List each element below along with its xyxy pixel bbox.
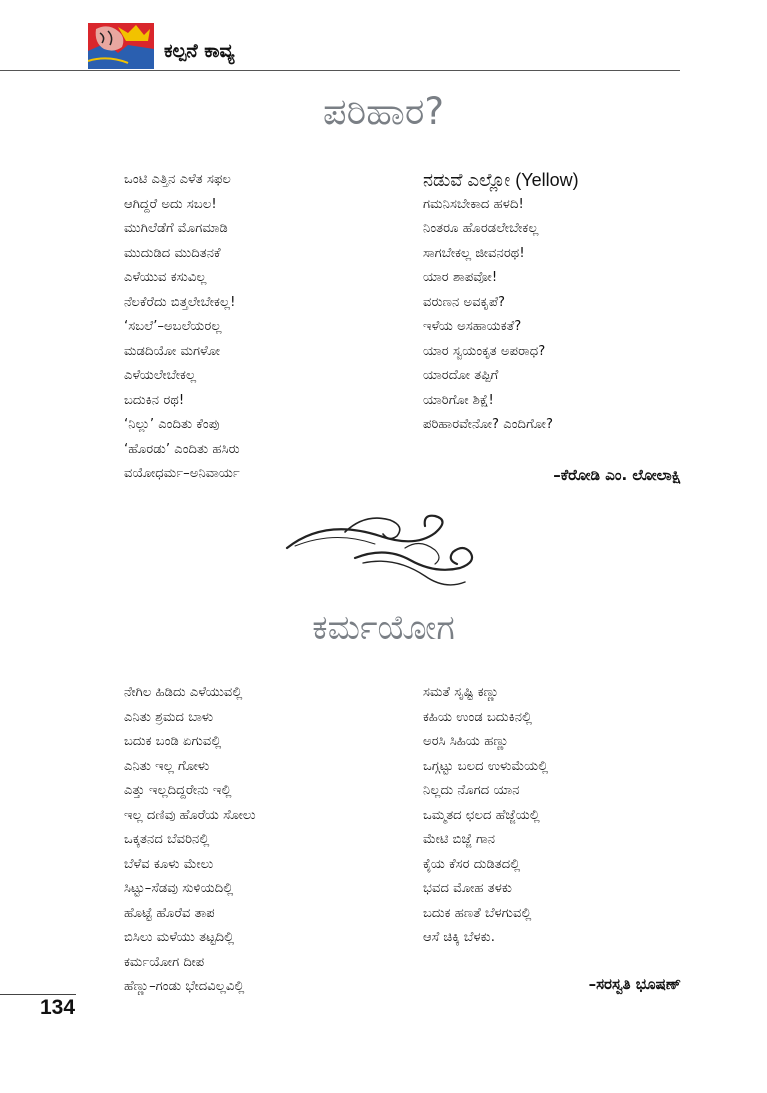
- poem-line: ಎತ್ತು ಇಲ್ಲದಿದ್ದರೇನು ಇಲ್ಲಿ: [124, 783, 232, 798]
- poem-line: ಬಿಸಿಲು ಮಳೆಯು ತಟ್ಟದಿಲ್ಲಿ: [124, 930, 235, 945]
- poem-line: ಹೊಟ್ಟೆ ಹೊರೆವ ತಾಪ: [124, 905, 215, 921]
- poem2-right-column: [423, 681, 548, 951]
- poem2-left-column: [124, 681, 256, 1000]
- poem-line: ನಡುವೆ ಎಲ್ಲೋ (Yellow): [423, 170, 579, 190]
- poem-line: ಮುಗಿಲೆಡೆಗೆ ಮೊಗಮಾಡಿ: [124, 221, 228, 236]
- poem-line: ನೇಗಿಲ ಹಿಡಿದು ಎಳೆಯುವಲ್ಲಿ: [124, 685, 243, 700]
- poem-line: ಯಾರ ಸ್ವಯಂಕೃತ ಅಪರಾಧ?: [423, 343, 546, 359]
- poem-line: ಯಾರದೋ ತಪ್ಪಿಗೆ: [423, 368, 499, 383]
- poem-line: ವಯೋಧರ್ಮ–ಅನಿವಾರ್ಯ: [124, 466, 240, 481]
- poem-line: ಕೈಯ ಕೆಸರ ದುಡಿತದಲ್ಲಿ: [423, 856, 521, 872]
- footer-divider: [0, 994, 76, 995]
- poem-line: ಪರಿಹಾರವೇನೋ? ಎಂದಿಗೋ?: [423, 417, 553, 432]
- poem-line: ಒಮ್ಮತದ ಛಲದ ಹೆಜ್ಜೆಯಲ್ಲಿ: [423, 807, 540, 823]
- poem-line: ಕಹಿಯ ಉಂಡ ಬದುಕಿನಲ್ಲಿ: [423, 709, 533, 725]
- poem-line: ಕರ್ಮಯೋಗ ದೀಪ: [124, 954, 205, 970]
- magazine-logo: [88, 23, 154, 69]
- poem-line: ‘ಸಬಲೆ’–ಅಬಲೆಯರಲ್ಲ: [124, 319, 222, 334]
- poem-line: ಬೆಳೆವ ಕೂಳು ಮೇಲು: [124, 856, 214, 872]
- poem-line: ಯಾರಿಗೋ ಶಿಕ್ಷೆ!: [423, 392, 494, 408]
- poem-line: ನೆಲಕೆರೆದು ಬಿತ್ತಲೇಬೇಕಲ್ಲ!: [124, 294, 236, 310]
- poem-line: ಗಮನಿಸಬೇಕಾದ ಹಳದಿ!: [423, 196, 524, 212]
- poem-line: ಯಾರ ಶಾಪವೋ!: [423, 270, 498, 285]
- flourish-ornament-icon: [285, 508, 480, 593]
- poem1-left-column: [124, 168, 240, 487]
- poem1-author: –ಕೆರೋಡಿ ಎಂ. ಲೋಲಾಕ್ಷಿ: [553, 466, 681, 484]
- poem-line: ಬದುಕ ಹಣತೆ ಬೆಳಗುವಲ್ಲಿ: [423, 905, 532, 921]
- header-divider: [0, 70, 680, 71]
- poem-line: ನಿಲ್ಲದು ನೊಗದ ಯಾನ: [423, 783, 520, 798]
- poem-line: ಎಳೆಯುವ ಕಸುವಿಲ್ಲ: [124, 270, 207, 285]
- poem-line: ಎಳೆಯಲೇಬೇಕಲ್ಲ: [124, 368, 197, 383]
- poem-line: ಎನಿತು ಶ್ರಮದ ಬಾಳು: [124, 709, 214, 725]
- poem2-author: –ಸರಸ್ವತಿ ಭೂಷಣ್: [588, 975, 681, 993]
- poem-title-2: ಕರ್ಮಯೋಗ: [312, 608, 455, 648]
- poem-line: ಆಸೆ ಚಿಕ್ಕಿ ಬೆಳಕು.: [423, 930, 495, 945]
- poem-line: ನಿಂತರೂ ಹೊರಡಲೇಬೇಕಲ್ಲ: [423, 221, 539, 236]
- poem-line: ಇಳೆಯ ಅಸಹಾಯಕತೆ?: [423, 319, 522, 334]
- poem-line: ಇಲ್ಲ ದಣಿವು ಹೊರೆಯ ಸೋಲು: [124, 807, 256, 823]
- poem-line: ಭವದ ಮೋಹ ತಳಕು: [423, 881, 512, 896]
- poem-line: ಆಗಿದ್ದರೆ ಅದು ಸಬಲ!: [124, 196, 217, 212]
- logo-art-icon: [88, 23, 154, 69]
- poem-line: ‘ನಿಲ್ಲು’ ಎಂದಿತು ಕೆಂಪು: [124, 417, 220, 432]
- poem-line: ಬದುಕ ಬಂಡಿ ಏಗುವಲ್ಲಿ: [124, 734, 222, 749]
- poem-line: ಮೇಟಿ ಬಿಜ್ಜೆ ಗಾನ: [423, 832, 496, 847]
- page-number: 134: [40, 996, 76, 1019]
- poem-line: ‘ಹೊರಡು’ ಎಂದಿತು ಹಸಿರು: [124, 441, 240, 457]
- poem-line: ಒಗ್ಗಟ್ಟು ಬಲದ ಉಳುಮೆಯಲ್ಲಿ: [423, 758, 549, 774]
- poem-line: ಒಕ್ಕತನದ ಬೆವರಿನಲ್ಲಿ: [124, 832, 210, 847]
- poem-line: ಸಾಗಬೇಕಲ್ಲ ಜೀವನರಥ!: [423, 245, 525, 261]
- poem-line: ಮಡದಿಯೋ ಮಗಳೋ: [124, 343, 221, 359]
- poem-line: ಅರಸಿ ಸಿಹಿಯ ಹಣ್ಣು: [423, 734, 509, 749]
- magazine-title: ಕಲ್ಪನೆ ಕಾವ್ಯ: [164, 40, 235, 62]
- poem-line: ಎನಿತು ಇಲ್ಲ ಗೋಳು: [124, 758, 210, 774]
- poem-line: ಒಂಟಿ ಎತ್ತಿನ ಎಳೆತ ಸಫಲ: [124, 172, 231, 187]
- poem-line: ಸಿಟ್ಟು–ಸೆಡವು ಸುಳಿಯದಿಲ್ಲಿ: [124, 881, 234, 896]
- poem-title-1: ಪರಿಹಾರ?: [322, 90, 445, 133]
- poem-line: ಬದುಕಿನ ರಥ!: [124, 392, 185, 408]
- poem1-right-column: [423, 168, 579, 438]
- poem-line: ಸಮತೆ ಸೃಷ್ಟಿ ಕಣ್ಣು: [423, 685, 500, 700]
- poem-line: ಹೆಣ್ಣು–ಗಂಡು ಭೇದವಿಲ್ಲವಿಲ್ಲಿ: [124, 979, 245, 994]
- poem-line: ಮುದುಡಿದ ಮುದಿತನಕೆ: [124, 245, 221, 261]
- poem-line: ವರುಣನ ಅವಕೃಪೆ?: [423, 294, 505, 310]
